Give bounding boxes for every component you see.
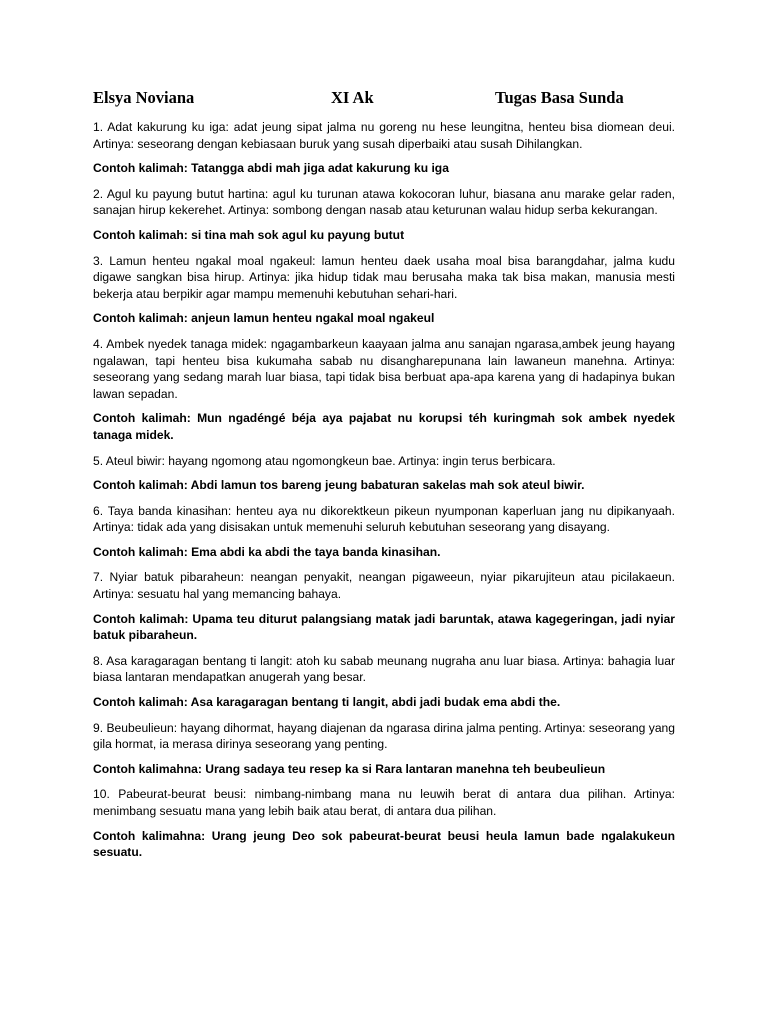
assignment-title: Tugas Basa Sunda — [495, 88, 624, 107]
proverb-item-3: 3. Lamun henteu ngakal moal ngakeul: lamun henteu daek usaha moal bisa barangdahar, jalma kudu digawe sangkan bisa hirup. Artinya: jika hidup tidak mau berusaha maka tak bisa makan, manusia mesti bekerja atau berpikir agar mampu memenuhi kebutuhan sehari-hari. — [93, 253, 675, 301]
example-sentence-6: Contoh kalimah: Ema abdi ka abdi the taya banda kinasihan. — [93, 544, 441, 559]
proverb-item-4: 4. Ambek nyedek tanaga midek: ngagambarkeun kaayaan jalma anu sanajan ngarasa,ambek jeung hayang ngalawan, tapi henteu bisa kukumaha sabab nu disangharepunana lain lawaneun manehna. Artinya: seseorang yang sedang marah luar biasa, tapi tidak bisa berbuat apa-apa karena yang di hadapinya bukan lawan sepadan. — [93, 336, 675, 401]
proverb-item-5: 5. Ateul biwir: hayang ngomong atau ngomongkeun bae. Artinya: ingin terus berbicara. — [93, 453, 556, 468]
example-sentence-8: Contoh kalimah: Asa karagaragan bentang ti langit, abdi jadi budak ema abdi the. — [93, 695, 561, 710]
example-sentence-3: Contoh kalimah: anjeun lamun henteu ngakal moal ngakeul — [93, 311, 435, 326]
proverb-list — [93, 119, 675, 861]
example-sentence-10: Contoh kalimahna: Urang jeung Deo sok pabeurat-beurat beusi heula lamun bade ngalakukeun sesuatu. — [93, 828, 675, 860]
proverb-item-9: 9. Beubeulieun: hayang dihormat, hayang diajenan da ngarasa dirina jalma penting. Artinya: seseorang yang gila hormat, ia merasa dirinya seseorang yang penting. — [93, 720, 675, 752]
example-sentence-2: Contoh kalimah: si tina mah sok agul ku payung butut — [93, 227, 405, 242]
student-name: Elsya Noviana — [93, 88, 195, 107]
proverb-item-7: 7. Nyiar batuk pibaraheun: neangan penyakit, neangan pigaweeun, nyiar pikarujiteun atau picilakaeun. Artinya: sesuatu hal yang memancing bahaya. — [93, 570, 675, 602]
example-sentence-1: Contoh kalimah: Tatangga abdi mah jiga adat kakurung ku iga — [93, 161, 449, 176]
document-page — [93, 88, 675, 870]
example-sentence-9: Contoh kalimahna: Urang sadaya teu resep ka si Rara lantaran manehna teh beubeulieun — [93, 761, 606, 776]
proverb-item-10: 10. Pabeurat-beurat beusi: nimbang-nimbang mana nu leuwih berat di antara dua pilihan. Artinya: menimbang sesuatu mana yang lebih baik atau berat, di antara dua pilihan. — [93, 787, 675, 818]
document-header — [93, 88, 675, 110]
example-sentence-5: Contoh kalimah: Abdi lamun tos bareng jeung babaturan sakelas mah sok ateul biwir. — [93, 478, 585, 493]
example-sentence-4: Contoh kalimah: Mun ngadéngé béja aya pajabat nu korupsi téh kuringmah sok ambek nyedek tanaga midek. — [93, 411, 675, 442]
example-sentence-7: Contoh kalimah: Upama teu diturut palangsiang matak jadi baruntak, atawa kagegeringan, jadi nyiar batuk pibaraheun. — [93, 611, 675, 643]
class-label: XI Ak — [331, 88, 374, 107]
proverb-item-6: 6. Taya banda kinasihan: henteu aya nu dikorektkeun pikeun nyumponan kaperluan jang nu dipikanyaah. Artinya: tidak ada yang disisakan untuk memenuhi seluruh kebutuhan seseorang yang disayang. — [93, 503, 675, 535]
proverb-item-2: 2. Agul ku payung butut hartina: agul ku turunan atawa kokocoran luhur, biasana anu marake gelar raden, sanajan hirup kekerehet. Artinya: sombong dengan nasab atau keturunan walau hidup serba kekurangan. — [93, 186, 675, 218]
proverb-item-8: 8. Asa karagaragan bentang ti langit: atoh ku sabab meunang nugraha anu luar biasa. Artinya: bahagia luar biasa lantaran mendapatkan anugerah yang besar. — [93, 653, 675, 685]
proverb-item-1: 1. Adat kakurung ku iga: adat jeung sipat jalma nu goreng nu hese leungitna, henteu bisa diomean deui. Artinya: seseorang dengan kebiasaan buruk yang susah diperbaiki atau susah Dihilangkan. — [93, 120, 675, 151]
